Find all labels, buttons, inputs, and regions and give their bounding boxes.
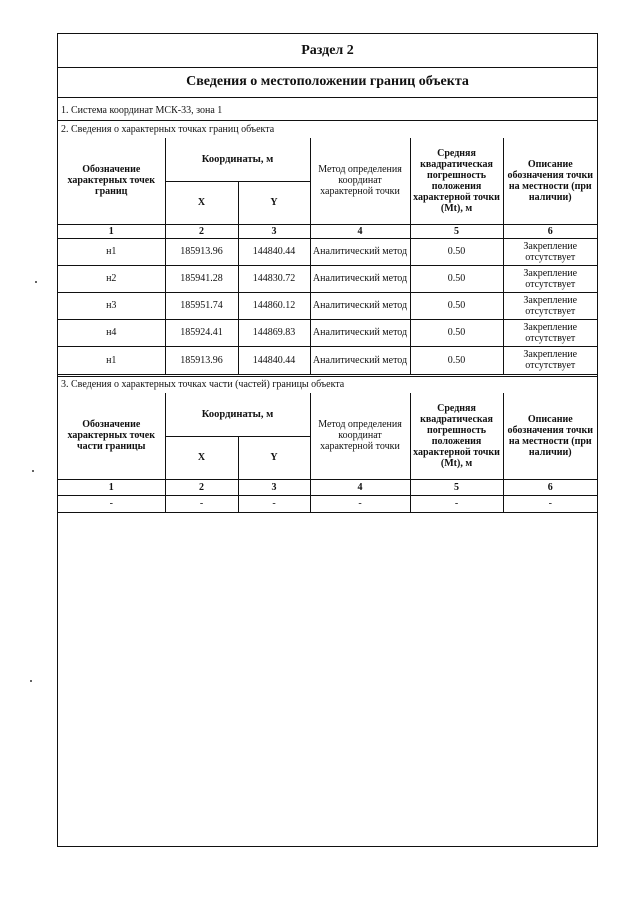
document-frame: [57, 33, 598, 847]
section3-caption: 3. Сведения о характерных точках части (частей) границы объекта: [61, 379, 345, 390]
empty-cell: -: [503, 495, 597, 512]
column-number: 1: [58, 479, 165, 495]
point-x: 185913.96: [165, 346, 238, 374]
point-method: Аналитический метод: [310, 238, 410, 265]
empty-cell: -: [238, 495, 310, 512]
point-description: Закрепление отсутствует: [503, 292, 597, 319]
table-row: [58, 265, 597, 292]
table-row: [58, 292, 597, 319]
column-number: 3: [238, 224, 310, 238]
header-point-designation: Обозначение характерных точек части границы: [58, 393, 165, 479]
header-error: Средняя квадратическая погрешность положения характерной точки (Mt), м: [410, 138, 503, 224]
column-number-row: [58, 224, 597, 238]
header-x: X: [165, 436, 238, 479]
header-coordinates: Координаты, м: [165, 393, 310, 436]
point-x: 185924.41: [165, 319, 238, 346]
column-number: 2: [165, 224, 238, 238]
document-title: Сведения о местоположении границ объекта: [186, 74, 469, 89]
header-error: Средняя квадратическая погрешность положения характерной точки (Mt), м: [410, 393, 503, 479]
table-row: [58, 238, 597, 265]
point-method: Аналитический метод: [310, 265, 410, 292]
point-error: 0.50: [410, 292, 503, 319]
point-description: Закрепление отсутствует: [503, 319, 597, 346]
column-number: 5: [410, 479, 503, 495]
point-x: 185951.74: [165, 292, 238, 319]
point-error: 0.50: [410, 319, 503, 346]
point-description: Закрепление отсутствует: [503, 346, 597, 374]
point-y: 144840.44: [238, 238, 310, 265]
table-row: [58, 346, 597, 374]
point-description: Закрепление отсутствует: [503, 265, 597, 292]
table-row: [58, 495, 597, 512]
column-number: 4: [310, 479, 410, 495]
point-y: 144869.83: [238, 319, 310, 346]
point-method: Аналитический метод: [310, 346, 410, 374]
point-error: 0.50: [410, 346, 503, 374]
column-number-row: [58, 479, 597, 495]
point-name: н3: [58, 292, 165, 319]
header-description: Описание обозначения точки на местности (при наличии): [503, 138, 597, 224]
column-number: 4: [310, 224, 410, 238]
header-y: Y: [238, 436, 310, 479]
part-boundary-points-table: [58, 393, 597, 513]
column-number: 2: [165, 479, 238, 495]
column-number: 5: [410, 224, 503, 238]
scan-speck: [35, 281, 37, 283]
header-coordinates: Координаты, м: [165, 138, 310, 181]
point-x: 185913.96: [165, 238, 238, 265]
empty-cell: -: [310, 495, 410, 512]
point-y: 144830.72: [238, 265, 310, 292]
column-number: 6: [503, 479, 597, 495]
empty-cell: -: [58, 495, 165, 512]
header-x: X: [165, 181, 238, 224]
point-error: 0.50: [410, 238, 503, 265]
point-name: н4: [58, 319, 165, 346]
point-name: н2: [58, 265, 165, 292]
empty-cell: -: [165, 495, 238, 512]
scan-speck: [30, 680, 32, 682]
table-row: [58, 319, 597, 346]
point-name: н1: [58, 238, 165, 265]
coordinate-system-line: 1. Система координат МСК-33, зона 1: [61, 105, 223, 116]
point-error: 0.50: [410, 265, 503, 292]
header-y: Y: [238, 181, 310, 224]
point-method: Аналитический метод: [310, 292, 410, 319]
boundary-points-table: [58, 138, 597, 375]
header-point-designation: Обозначение характерных точек границ: [58, 138, 165, 224]
point-y: 144860.12: [238, 292, 310, 319]
empty-cell: -: [410, 495, 503, 512]
column-number: 1: [58, 224, 165, 238]
point-name: н1: [58, 346, 165, 374]
point-method: Аналитический метод: [310, 319, 410, 346]
section2-caption: 2. Сведения о характерных точках границ объекта: [61, 124, 275, 135]
header-method: Метод определения координат характерной точки: [310, 138, 410, 224]
header-description: Описание обозначения точки на местности (при наличии): [503, 393, 597, 479]
column-number: 6: [503, 224, 597, 238]
point-x: 185941.28: [165, 265, 238, 292]
section-title: Раздел 2: [301, 43, 354, 58]
point-description: Закрепление отсутствует: [503, 238, 597, 265]
divider: [58, 97, 597, 98]
column-number: 3: [238, 479, 310, 495]
scan-speck: [32, 470, 34, 472]
point-y: 144840.44: [238, 346, 310, 374]
header-method: Метод определения координат характерной точки: [310, 393, 410, 479]
